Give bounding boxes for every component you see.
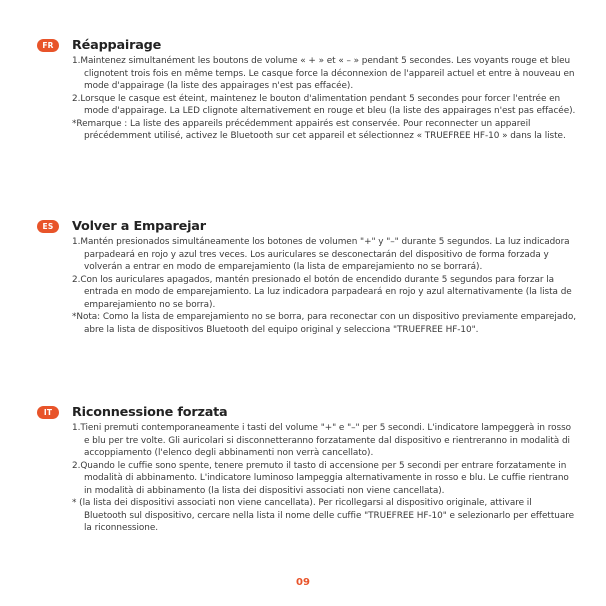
section-fr xyxy=(37,36,577,143)
language-badge-fr: FR xyxy=(37,39,59,52)
page-number: 09 xyxy=(296,577,310,588)
language-badge-it: IT xyxy=(37,406,59,419)
instruction-step-1: 1.Maintenez simultanément les boutons de volume « + » et « – » pendant 5 secondes. Les voyants rouge et bleu clignotent trois fois en même temps. Le casque force la déconnexion de l'appareil actuel et entre à nouveau en mode d'appairage (la liste des appairages n'est pas effacée). xyxy=(72,56,575,91)
section-header xyxy=(37,217,577,235)
instruction-step-2: 2.Lorsque le casque est éteint, maintenez le bouton d'alimentation pendant 5 secondes pour forcer l'entrée en mode d'appairage. La LED clignote alternativement en rouge et bleu (la liste des appairages n'est pas effacée). xyxy=(72,93,576,116)
instruction-note: *Nota: Como la lista de emparejamiento no se borra, para reconectar con un dispositivo previamente emparejado, abre la lista de dispositivos Bluetooth del equipo original y selecciona "TRUEFREE HF-10". xyxy=(72,312,576,335)
instruction-step-1: 1.Mantén presionados simultáneamente los botones de volumen "+" y "–" durante 5 segundos. La luz indicadora parpadeará en rojo y azul tres veces. Los auriculares se desconectarán del dispositivo de forma forzada y volverán a entrar en modo de emparejamiento (la lista de emparejamiento no se borrará). xyxy=(72,237,570,272)
section-title-es: Volver a Emparejar xyxy=(72,218,206,234)
instruction-list xyxy=(37,422,577,535)
instruction-step-2: 2.Con los auriculares apagados, mantén presionado el botón de encendido durante 5 segundos para forzar la entrada en modo de emparejamiento. La luz indicadora parpadeará en rojo y azul alternativamente (la lista de emparejamiento no se borra). xyxy=(72,274,572,310)
section-title-fr: Réappairage xyxy=(72,37,162,53)
section-title-it: Riconnessione forzata xyxy=(72,404,228,420)
section-header xyxy=(37,403,577,421)
instruction-list xyxy=(37,55,577,143)
language-badge-es: ES xyxy=(37,220,59,233)
instruction-step-2: 2.Quando le cuffie sono spente, tenere premuto il tasto di accensione per 5 secondi per entrare forzatamente in modalità di abbinamento. L'indicatore luminoso lampeggia alternativamente in rosso e blu. Le cuffie rientrano in modalità di abbinamento (la lista dei dispositivi associati non viene cancellata). xyxy=(72,460,569,496)
instruction-step-1: 1.Tieni premuti contemporaneamente i tasti del volume "+" e "–" per 5 secondi. L'indicatore lampeggerà in rosso e blu per tre volte. Gli auricolari si disconnetteranno forzatamente dal dispositivo e rientreranno in modalità di accoppiamento (l'elenco degli abbinamenti non verrà cancellato). xyxy=(72,423,572,458)
instruction-note: * (la lista dei dispositivi associati non viene cancellata). Per ricollegarsi al dispositivo originale, attivare il Bluetooth sul dispositivo, cercare nella lista il nome delle cuffie "TRUEFREE HF-10" e selezionarlo per effettuare la riconnessione. xyxy=(72,498,575,533)
section-it xyxy=(37,403,577,535)
section-header xyxy=(37,36,577,54)
instruction-list xyxy=(37,236,577,336)
section-es xyxy=(37,217,577,336)
instruction-note: *Remarque : La liste des appareils précédemment appairés est conservée. Pour reconnecter un appareil précédemment utilisé, activez le Bluetooth sur cet appareil et sélectionnez « TRUEFREE HF-10 » dans la liste. xyxy=(72,118,566,141)
